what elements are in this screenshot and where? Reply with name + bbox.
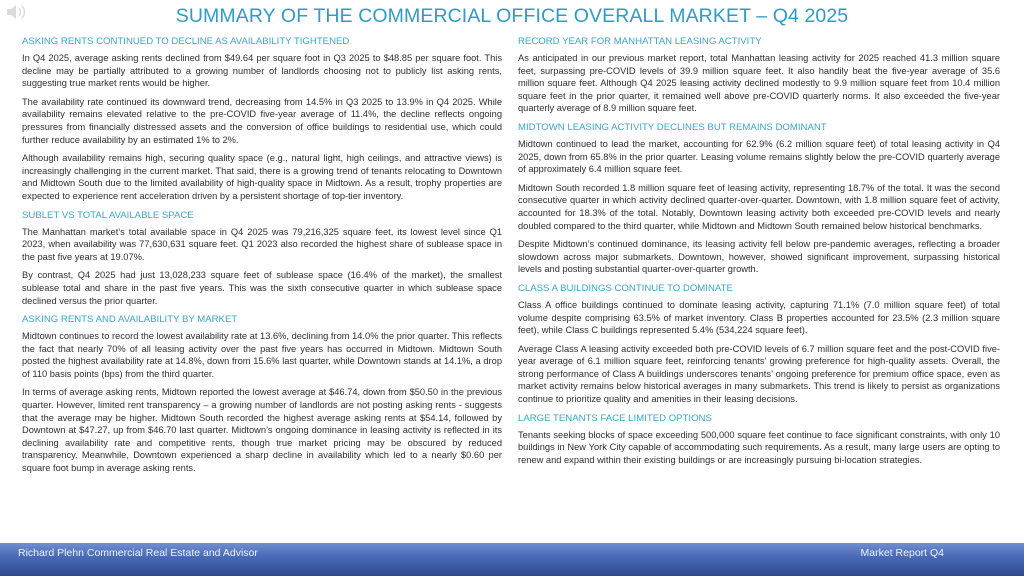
paragraph: Despite Midtown’s continued dominance, its leasing activity fell below pre-pandemic averages, reflecting a broader slowdown across major submarkets. Downtown, however, showed significant improvement, surpassing historical levels and posting substantial quarter-over-quarter growth.	[518, 239, 1000, 275]
section-record-year	[518, 35, 1000, 115]
section-heading: SUBLET VS TOTAL AVAILABLE SPACE	[22, 209, 194, 221]
section-heading: LARGE TENANTS FACE LIMITED OPTIONS	[518, 412, 712, 424]
paragraph: By contrast, Q4 2025 had just 13,028,233 square feet of sublease space (16.4% of the market), the smallest sublease total and share in the past five years. This was the sixth consecutive quarter in which sublease space declined versus the prior quarter.	[22, 270, 502, 306]
left-column	[22, 35, 502, 481]
section-heading: ASKING RENTS AND AVAILABILITY BY MARKET	[22, 314, 238, 326]
paragraph: In Q4 2025, average asking rents declined from $49.64 per square foot in Q3 2025 to $48.85 per square foot. This decline may be partially attributed to a growing number of landlords choosing not to publicly list asking rents, suggesting true market rents would be higher.	[22, 53, 502, 89]
paragraph: Midtown continues to record the lowest availability rate at 13.6%, declining from 14.0% the prior quarter. This reflects the fact that nearly 70% of all leasing activity over the past five years has occurred in Midtown. Midtown South posted the highest availability rate at 14.8%, down from 15.6% last quarter, while Downtown stands at 14.1%, a drop of 110 basis points (bps) from the third quarter.	[22, 331, 502, 379]
section-asking-rents	[22, 35, 502, 203]
paragraph: As anticipated in our previous market report, total Manhattan leasing activity for 2025 reached 41.3 million square feet, surpassing pre-COVID levels of 39.9 million square feet. It also handily beat the five-year average of 35.6 million square feet. Although Q4 2025 leasing activity declined modestly to 9.9 million square feet from 10.4 million square feet in the prior quarter, it remained well above pre-COVID quarterly norms. It also exceeded the five-year quarterly average of 8.9 million square feet.	[518, 53, 1000, 114]
footer-company-name: Richard Plehn Commercial Real Estate and Advisor	[18, 547, 258, 559]
paragraph: The availability rate continued its downward trend, decreasing from 14.5% in Q3 2025 to 13.9% in Q4 2025. While availability remains elevated relative to the pre-COVID five-year average of 11.4%, the decline reflects ongoing pressures from financially distressed assets and the conversion of office buildings to residential use, which could further reduce availability by an estimated 1% to 2%.	[22, 96, 502, 145]
section-rents-by-market	[22, 313, 502, 475]
paragraph: In terms of average asking rents, Midtown reported the lowest average at $46.74, down from $50.50 in the previous quarter. However, limited rent transparency – a growing number of landlords are not posting asking rents - suggests that the average may be higher. Midtown South recorded the highest average asking rents at $54.14, followed by Downtown at $47.27, up from $46.70 last quarter. Midtown’s ongoing dominance in leasing activity is reflected in its declining availability rate and competitive rents, though true market pricing may be obscured by reduced transparency. Meanwhile, Downtown experienced a sharp decline in availability which led to a nearly $0.60 per square foot bump in average asking rents.	[22, 387, 502, 474]
footer-bar	[0, 543, 1024, 576]
section-heading: ASKING RENTS CONTINUED TO DECLINE AS AVAILABILITY TIGHTENED	[22, 36, 350, 47]
right-column	[518, 35, 1000, 472]
section-heading: MIDTOWN LEASING ACTIVITY DECLINES BUT REMAINS DOMINANT	[518, 121, 827, 133]
paragraph: Midtown continued to lead the market, accounting for 62.9% (6.2 million square feet) of total leasing activity in Q4 2025, down from 65.8% in the prior quarter. Leasing volume remains slightly below the pre-COVID quarterly average of approximately 6.4 million square feet.	[518, 138, 1000, 175]
section-heading: RECORD YEAR FOR MANHATTAN LEASING ACTIVITY	[518, 36, 762, 47]
section-heading: CLASS A BUILDINGS CONTINUE TO DOMINATE	[518, 282, 733, 294]
section-sublet-vs-total	[22, 209, 502, 308]
paragraph: Although availability remains high, securing quality space (e.g., natural light, high ceilings, and attractive views) is increasingly challenging in the current market. That said, there is a growing trend of tenants relocating to Downtown and Midtown South due to the limited availability of high-quality space in Midtown. As a result, trophy properties are expected to experience rent acceleration driven by a persistent shortage of top-tier inventory.	[22, 153, 502, 201]
section-large-tenants	[518, 412, 1000, 467]
section-class-a	[518, 282, 1000, 406]
paragraph: Average Class A leasing activity exceeded both pre-COVID levels of 6.7 million square feet and the post-COVID five-year average of 6.1 million square feet, reinforcing tenants’ growing preference for high-quality assets. Overall, the strong performance of Class A buildings underscores tenants’ ongoing preference for premium office space, even as market activity remains below historical averages in many submarkets. This trend is likely to persist as organizations continue to prioritize quality and amenities in their leasing decisions.	[518, 343, 1000, 405]
paragraph: Midtown South recorded 1.8 million square feet of leasing activity, representing 18.7% of the total. It was the second consecutive quarter in which activity declined quarter-over-quarter. Downtown, with 1.8 million square feet of activity, accounted for 18.3% of the total. Notably, Downtown leasing activity both exceeded pre-COVID levels and nearly doubled compared to the third quarter, while Midtown and Midtown South remained below historical benchmarks.	[518, 182, 1000, 231]
paragraph: Class A office buildings continued to dominate leasing activity, capturing 71.1% (7.0 million square feet) of total volume despite comprising 63.5% of market inventory. Class B properties accounted for 23.5% (2.3 million square feet), while Class C buildings represented 5.4% (534,224 square feet).	[518, 299, 1000, 336]
footer-report-label: Market Report Q4	[860, 547, 944, 559]
section-midtown-leasing	[518, 121, 1000, 276]
paragraph: The Manhattan market’s total available space in Q4 2025 was 79,216,325 square feet, its lowest level since Q1 2023, when availability was 77,630,631 square feet. Q1 2023 also recorded the highest share of sublease space in the past five years at 19.07%.	[22, 226, 502, 262]
page-title: SUMMARY OF THE COMMERCIAL OFFICE OVERALL MARKET – Q4 2025	[175, 5, 849, 27]
paragraph: Tenants seeking blocks of space exceeding 500,000 square feet continue to face significant constraints, with only 10 buildings in New York City capable of accommodating such requirements. As a result, many large users are opting to renew and expand within their existing buildings or are increasingly pursuing bi-location strategies.	[518, 429, 1000, 465]
